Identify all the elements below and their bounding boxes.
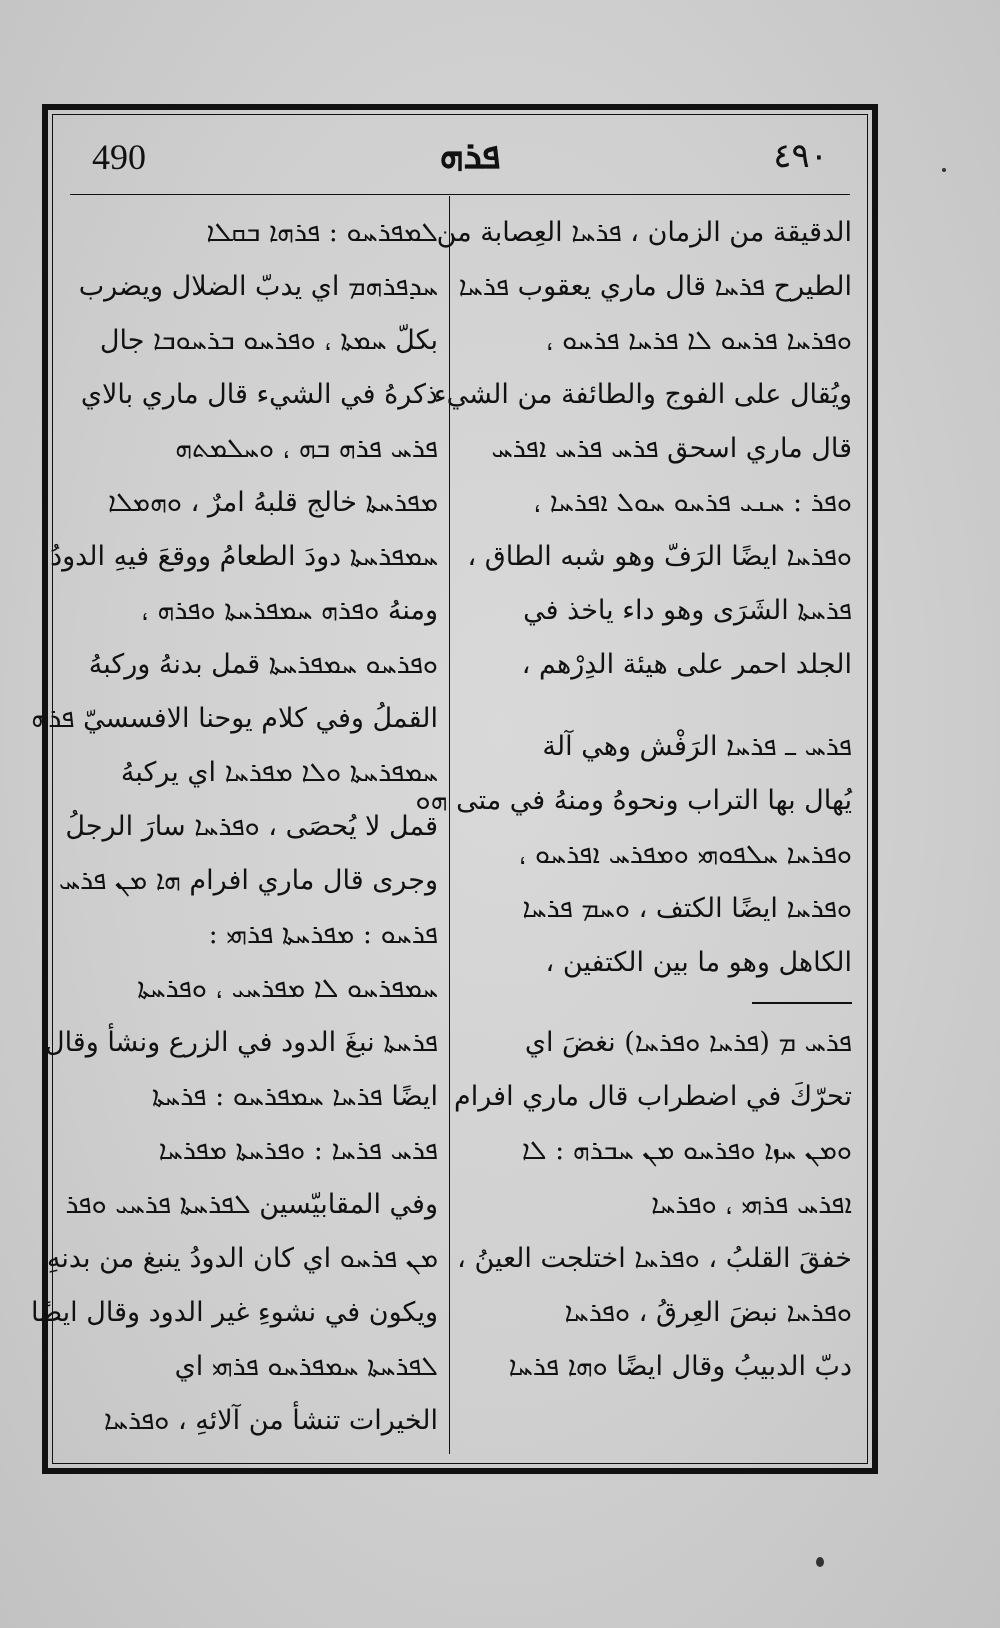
text-line: ܘܡܢ ܚܙܐ ܘܦܪܚܘ ܡܢ ܚܒܪܗ : ܠܐ <box>521 1135 852 1166</box>
page-number-arabic: ٤٩٠ <box>773 136 828 176</box>
text-line: ܐܦܪܚ ܦܪܗܝ ، ܘܦܪܚܐ <box>651 1189 852 1220</box>
text-line: الدقيقة من الزمان ، ܦܪܚܐ العِصابة من <box>436 217 852 248</box>
text-line: ܠܡܦܪܚܘ : ܦܪܗܐ ܒܩܠܐ <box>206 217 438 248</box>
text-line: ܦܪܚܬܐ نبغَ الدود في الزرع ونشأ وقال <box>44 1027 438 1058</box>
text-line: ܦܪܚ ܡ (ܦܪܚܐ ܘܦܪܚܐ) نغضَ اي <box>524 1027 852 1058</box>
page-number-latin: 490 <box>92 137 146 177</box>
text-line: ܚܡܦܪܚܬܐ دودَ الطعامُ ووقعَ فيهِ الدودُ <box>50 541 438 572</box>
text-line: ܦܪܚ ـ ܦܪܚܐ الرَفْش وهي آلة <box>542 731 852 762</box>
text-line: ايضًا ܦܪܚܐ ܚܡܦܪܚܘ : ܦܪܚܬܐ <box>151 1081 438 1112</box>
text-line: بكلّ ܚܡܬܐ ، ܘܦܪܚܘ ܒܪܚܘܒܐ جال <box>99 325 438 356</box>
text-line: قمل لا يُحصَى ، ܘܦܪܚܐ سارَ الرجلُ <box>65 811 438 842</box>
left-column <box>31 206 438 1448</box>
text-line: يُهال بها التراب ونحوهُ ومنهُ في متى ܗܘ <box>415 785 852 816</box>
text-line: ܡܦܪܚܬܐ خالج قلبهُ امرٌ ، ܘܗܡܠܐ <box>107 487 438 518</box>
text-line: خفقَ القلبُ ، ܘܦܪܚܐ اختلجت العينُ ، <box>457 1243 852 1274</box>
text-line: ܦܪܚ ܦܪܗ ܒܗ ، ܘܚܠܡܬܗ <box>175 433 438 464</box>
text-line: ذكرهُ في الشيء قال ماري بالاي <box>80 379 438 410</box>
page-header <box>70 126 850 186</box>
text-line: ܘܦܪܚܐ نبضَ العِرقُ ، ܘܦܪܚܐ <box>564 1297 852 1328</box>
separator-rule <box>752 1002 852 1004</box>
paper-speck <box>816 1557 824 1567</box>
text-line: الجلد احمر على هيئة الدِرْهم ، <box>521 649 852 680</box>
text-line: ܚܡܦܪܚܬܐ ܘܠܐ ܡܦܪܚܐ اي يركبهُ <box>120 757 438 788</box>
entry-separator <box>462 990 852 1016</box>
text-line: ܚܡܦܪܚܘ ܠܐ ܡܦܪܚܝ ، ܘܦܪܚܬܐ <box>137 973 438 1004</box>
text-line: ويكون في نشوءِ غير الدود وقال ايضًا <box>31 1297 438 1328</box>
header-rule <box>70 194 850 195</box>
paragraph-gap <box>462 692 852 720</box>
text-line: ܦܪܚܬܐ الشَرَى وهو داء ياخذ في <box>523 595 852 626</box>
text-line: ويُقال على الفوج والطائفة من الشيء <box>433 379 852 410</box>
text-line: تحرّكَ في اضطراب قال ماري افرام <box>454 1081 852 1112</box>
text-line: ܘܦܪ : ܚܢܝ ܦܪܚܘ ܚܘܠ ܐܦܪܚܐ ، <box>533 487 852 518</box>
text-line: ܡܢ ܦܪܚܘ اي كان الدودُ ينبغ من بدنهِ <box>46 1243 438 1274</box>
text-line: الكاهل وهو ما بين الكتفين ، <box>545 947 852 978</box>
right-column <box>415 206 852 1394</box>
text-line: ܦܪܚ ܦܪܚܐ : ܘܦܪܚܬܐ ܡܦܪܚܐ <box>158 1135 438 1166</box>
text-line: ܠܦܪܚܬܐ ܚܡܦܪܚܘ ܦܪܗܝ اي <box>174 1351 438 1382</box>
text-line: القملُ وفي كلام يوحنا الافسسيّ ܦܪܗ <box>31 703 438 734</box>
text-line: وفي المقابيّسين ܠܦܪܚܬܐ ܦܪܚܝ ܘܦܪ <box>65 1189 438 1220</box>
text-line: ܘܦܪܚܘ ܚܡܦܪܚܬܐ قمل بدنهُ وركبهُ <box>88 649 438 680</box>
text-line: ܦܪܚܘ : ܡܦܪܚܬܐ ܦܪܗܝ : <box>208 919 438 950</box>
text-line: دبّ الدبيبُ وقال ايضًا ܘܗܐ ܦܪܚܐ <box>508 1351 852 1382</box>
text-line: ܘܦܪܚܐ ܦܪܚܘ ܠܐ ܦܪܚܐ ܦܪܚܘ ، <box>546 325 852 356</box>
text-line: ܘܦܪܚܐ ܚܠܦܘܗܝ ܘܡܦܪܚ ܐܦܪܚܘ ، <box>518 839 852 870</box>
running-title: ܦܪܗ <box>439 132 501 177</box>
text-line: وجرى قال ماري افرام ܗܐ ܡܢ ܦܪܚ <box>58 865 438 896</box>
text-line: ܘܦܪܚܐ ايضًا الرَفّ وهو شبه الطاق ، <box>467 541 852 572</box>
text-line: الطيرح ܦܪܚܐ قال ماري يعقوب ܦܪܚܐ <box>458 271 852 302</box>
text-line: الخيرات تنشأ من آلائهِ ، ܘܦܪܚܐ <box>103 1405 438 1436</box>
text-line: ܚܕܦܪܗܡ اي يدبّ الضلال ويضرب <box>78 271 438 302</box>
paper-speck <box>942 168 946 172</box>
text-line: ܘܦܪܚܐ ايضًا الكتف ، ܘܚܡ ܦܪܚܐ <box>522 893 852 924</box>
text-line: قال ماري اسحق ܦܪܚ ܦܪܚ ܐܦܪܚ <box>491 433 852 464</box>
text-line: ومنهُ ܘܦܪܗ ܚܡܦܪܚܬܐ ܘܦܪܗ ، <box>141 595 438 626</box>
